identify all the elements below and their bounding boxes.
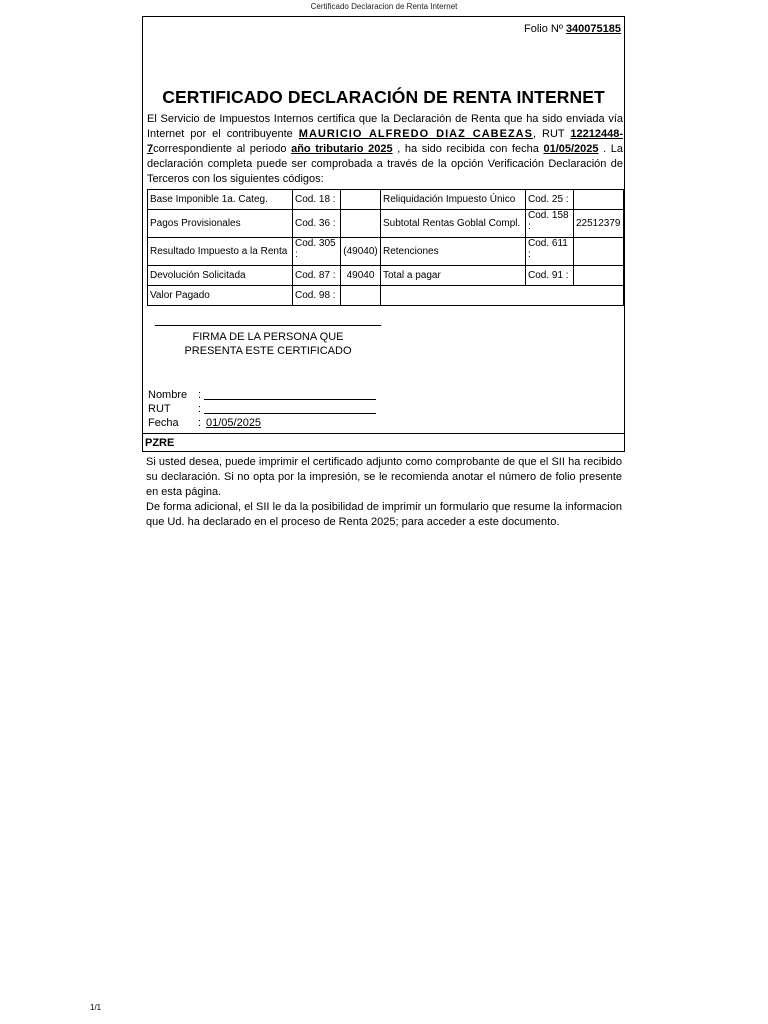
code-value [341, 286, 381, 306]
received-date: 01/05/2025 [543, 143, 599, 155]
code-value [574, 238, 624, 266]
certificate-body [147, 112, 623, 187]
nombre-label: Nombre [148, 389, 188, 401]
fecha-label: Fecha [148, 417, 179, 429]
code-id: Cod. 87 : [293, 266, 341, 286]
code-value: 22512379 [574, 210, 624, 238]
body-text-1: El Servicio de Impuestos Internos certifica que la Declaración de Renta que ha sido enviada vía Internet por el contribuyente [147, 113, 623, 140]
contributor-name: MAURICIO ALFREDO DIAZ CABEZAS [298, 128, 533, 140]
code-id: Cod. 98 : [293, 286, 341, 306]
code-label: Retenciones [381, 238, 526, 266]
nombre-blank-line [204, 389, 376, 400]
code-id: Cod. 158 : [526, 210, 574, 238]
code-label: Valor Pagado [148, 286, 293, 306]
contributor-rut: 12212448-7 [147, 128, 624, 155]
code-value [574, 190, 624, 210]
signature-line [155, 325, 381, 326]
separator: : [198, 389, 202, 401]
code-label: Base Imponible 1a. Categ. [148, 190, 293, 210]
signature-caption [155, 330, 381, 358]
table-row [148, 238, 624, 266]
signature-line-1: FIRMA DE LA PERSONA QUE [192, 331, 344, 343]
folio-label: Folio Nº [524, 23, 563, 35]
fecha-row [148, 416, 376, 430]
page-header: Certificado Declaracion de Renta Internet [310, 2, 458, 11]
signer-fields [148, 388, 376, 430]
body-text-2: , RUT [532, 128, 571, 140]
code-id: Cod. 36 : [293, 210, 341, 238]
body-text-4: , ha sido recibida con fecha [392, 143, 544, 155]
page-number: 1/1 [90, 1003, 102, 1012]
tax-period: año tributario 2025 [291, 143, 393, 155]
code-value: 49040 [341, 266, 381, 286]
table-row [148, 210, 624, 238]
table-row [148, 190, 624, 210]
code-value [341, 190, 381, 210]
folio [524, 23, 621, 35]
code-label: Pagos Provisionales [148, 210, 293, 238]
table-row [148, 286, 624, 306]
code-value [341, 210, 381, 238]
code-value [574, 266, 624, 286]
rut-label: RUT [148, 403, 171, 415]
code-id: Cod. 91 : [526, 266, 574, 286]
signature-line-2: PRESENTA ESTE CERTIFICADO [184, 345, 352, 357]
notes [146, 455, 622, 530]
body-text-5: . La declaración completa puede ser comprobada a través de la opción Verificación Declaración de Terceros con los siguientes códigos: [147, 143, 624, 185]
codes-table [147, 189, 624, 306]
code-label: Reliquidación Impuesto Único [381, 190, 526, 210]
nombre-row [148, 388, 376, 402]
note-paragraph-2: De forma adicional, el SII le da la posibilidad de imprimir un formulario que resume la informacion que Ud. ha declarado en el proceso de Renta 2025; para acceder a este documento. [146, 501, 622, 528]
empty-cell [381, 286, 624, 306]
code-label: Resultado Impuesto a la Renta [148, 238, 293, 266]
code-label: Subtotal Rentas Goblal Compl. [381, 210, 526, 238]
body-text-3: correspondiente al periodo [153, 143, 292, 155]
certificate-title: CERTIFICADO DECLARACIÓN DE RENTA INTERNET [162, 87, 605, 107]
code-label: Total a pagar [381, 266, 526, 286]
pzre-box: PZRE [142, 433, 625, 452]
separator: : [198, 403, 202, 415]
certificate-box [142, 16, 625, 434]
code-id: Cod. 305 : [293, 238, 341, 266]
separator: : [198, 417, 202, 429]
folio-number: 340075185 [565, 23, 621, 35]
code-value: (49040) [341, 238, 381, 266]
code-id: Cod. 25 : [526, 190, 574, 210]
rut-blank-line [204, 403, 376, 414]
fecha-value: 01/05/2025 [206, 417, 262, 429]
rut-row [148, 402, 376, 416]
code-id: Cod. 611 : [526, 238, 574, 266]
table-row [148, 266, 624, 286]
code-id: Cod. 18 : [293, 190, 341, 210]
note-paragraph-1: Si usted desea, puede imprimir el certificado adjunto como comprobante de que el SII ha recibido su declaración. Si no opta por la impresión, se le recomienda anotar el número de folio presente en esta página. [146, 456, 622, 498]
code-label: Devolución Solicitada [148, 266, 293, 286]
